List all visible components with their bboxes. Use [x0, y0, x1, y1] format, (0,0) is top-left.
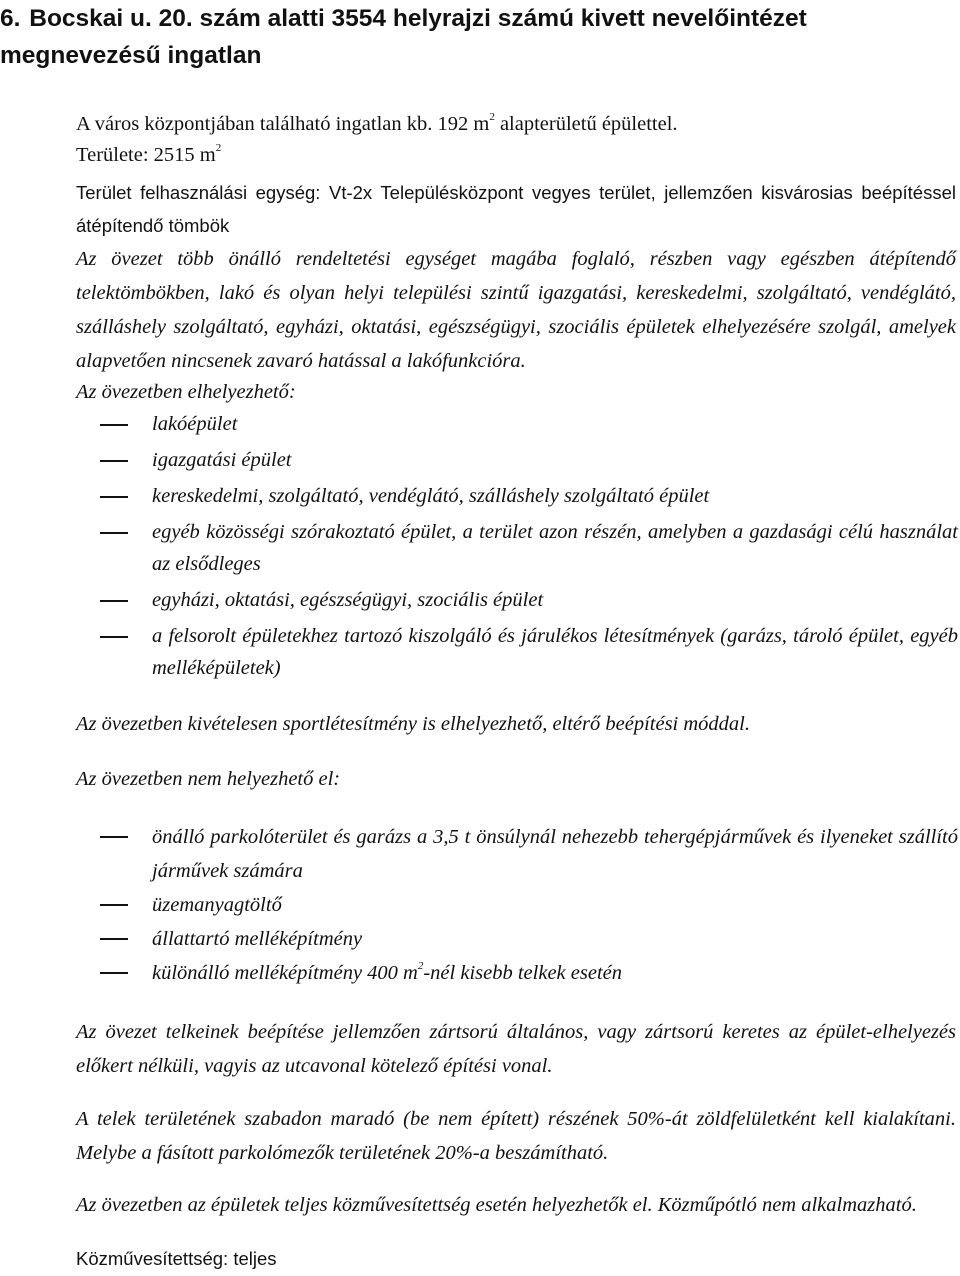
- list-item: [76, 620, 958, 684]
- list-item-text: üzemanyagtöltő: [152, 894, 282, 916]
- intro-line-1: A város központjában található ingatlan kb. 192 m: [76, 113, 490, 135]
- list-item: [76, 956, 958, 990]
- list-item: [76, 888, 958, 922]
- dash-bullet: [100, 972, 128, 974]
- list-item-text: különálló melléképítmény 400 m: [152, 962, 418, 984]
- list-item-text: lakóépület: [152, 413, 238, 435]
- list-item: [76, 820, 958, 888]
- intro-line-2: Területe: 2515 m: [76, 144, 216, 166]
- list-item: [76, 480, 958, 512]
- dash-bullet: [100, 600, 128, 602]
- list-item: [76, 516, 958, 580]
- dash-bullet: [100, 424, 128, 426]
- area-superscript: 2: [417, 960, 424, 973]
- area-superscript: 2: [489, 111, 495, 124]
- building-method-paragraph: Az övezet telkeinek beépítése jellemzően zártsorú általános, vagy zártsorú keretes az épület-elhelyezés előkert nélküli, vagyis az utcavonal kötelező építési vonal.: [76, 1021, 956, 1077]
- utilities-note: Az övezetben az épületek teljes közművesítettség esetén helyezhetők el. Közműpótló nem alkalmazható.: [76, 1194, 917, 1216]
- dash-bullet: [100, 836, 128, 838]
- dash-bullet: [100, 496, 128, 498]
- zone-description: Az övezet több önálló rendeltetési egységet magába foglaló, részben vagy egészben átépítendő telektömbökben, lakó és olyan helyi települési szintű igazgatási, kereskedelmi, szolgáltató, vendéglátó, szálláshely szolgáltató, egyházi, oktatási, egészségügyi, szociális épületek elhelyezésére szolgál, amelyek alapvetően nincsenek zavaró hatással a lakófunkcióra.: [76, 248, 956, 372]
- dash-bullet: [100, 532, 128, 534]
- list-item: [76, 444, 958, 476]
- dash-bullet: [100, 904, 128, 906]
- intro-line-1-end: alapterületű épülettel.: [494, 113, 678, 135]
- zone-unit: Terület felhasználási egység: Vt-2x Településközpont vegyes terület, jellemzően kisvárosias beépítéssel átépítendő tömbök: [76, 182, 956, 236]
- list-item-text: egyéb közösségi szórakoztató épület, a terület azon részén, amelyben a gazdasági célú használat az elsődleges: [152, 521, 958, 575]
- allowed-title: Az övezetben elhelyezhető:: [76, 381, 296, 403]
- list-item: [76, 584, 958, 616]
- section-title: Bocskai u. 20. szám alatti 3554 helyrajzi számú kivett nevelőintézet megnevezésű ingatlan: [0, 5, 807, 69]
- list-item: [76, 408, 958, 440]
- list-item: [76, 922, 958, 956]
- list-item-text: önálló parkolóterület és garázs a 3,5 t önsúlynál nehezebb tehergépjárművek és ilyeneket szállító járművek számára: [152, 826, 958, 882]
- section-number: 6.: [0, 5, 21, 32]
- list-item-text: a felsorolt épületekhez tartozó kiszolgáló és járulékos létesítmények (garázs, tároló épület, egyéb melléképületek): [152, 625, 958, 679]
- utilities-status: Közművesítettség: teljes: [76, 1248, 277, 1269]
- allowed-list: [76, 408, 958, 684]
- list-item-text: kereskedelmi, szolgáltató, vendéglátó, szálláshely szolgáltató épület: [152, 485, 710, 507]
- dash-bullet: [100, 938, 128, 940]
- green-area-paragraph: A telek területének szabadon maradó (be nem épített) részének 50%-át zöldfelületként kell kialakítani. Melybe a fásított parkolómezők területének 20%-a beszámítható.: [76, 1108, 956, 1164]
- not-allowed-title: Az övezetben nem helyezhető el:: [76, 768, 341, 790]
- site-area-superscript: 2: [215, 142, 222, 155]
- dash-bullet: [100, 460, 128, 462]
- list-item-text-end: -nél kisebb telkek esetén: [423, 962, 622, 984]
- section-heading: [0, 0, 958, 74]
- list-item-text: igazgatási épület: [152, 449, 292, 471]
- not-allowed-list: [76, 820, 958, 990]
- list-item-text: állattartó melléképítmény: [152, 928, 363, 950]
- dash-bullet: [100, 636, 128, 638]
- exceptional-paragraph: Az övezetben kivételesen sportlétesítmény is elhelyezhető, eltérő beépítési móddal.: [76, 713, 750, 735]
- list-item-text: egyházi, oktatási, egészségügyi, szociális épület: [152, 589, 544, 611]
- intro-paragraph: [76, 109, 956, 171]
